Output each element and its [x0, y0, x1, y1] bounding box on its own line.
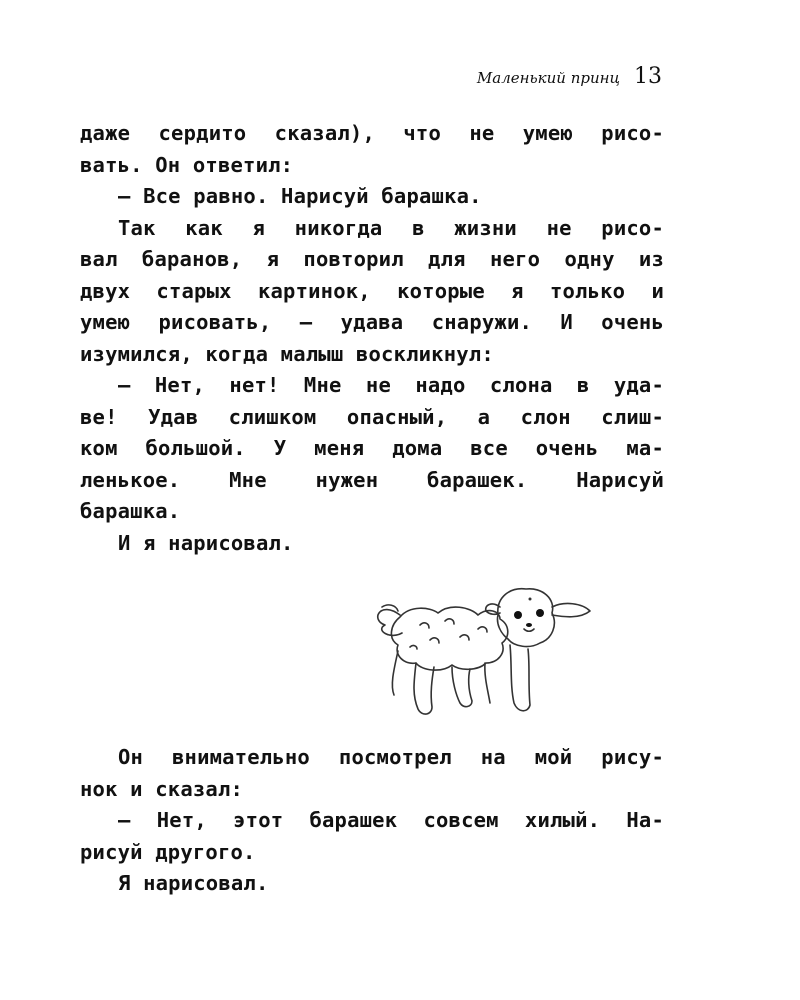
text-line: Так как я никогда в жизни не рисо-: [118, 215, 664, 240]
text-line: умею рисовать, — удава снаружи. И очень: [80, 310, 664, 334]
text-line: ленькое. Мне нужен барашек. Нарисуй: [80, 467, 664, 492]
text-line: ве! Удав слишком опасный, а слон слиш-: [80, 404, 664, 429]
text-line: даже сердито сказал), что не умею рисо-: [80, 121, 664, 145]
text-line: вал баранов, я повторил для него одну из: [80, 247, 664, 271]
page-number: 13: [634, 64, 662, 89]
text-line: Он внимательно посмотрел на мой рису-: [118, 745, 664, 769]
text-line: — Нет, нет! Мне не надо слона в уда-: [118, 373, 664, 397]
running-title: Маленький принц: [476, 69, 620, 87]
text-line: нок и сказал:: [80, 776, 244, 801]
text-block-top: [80, 118, 664, 559]
text-line: изумился, когда малыш воскликнул:: [80, 341, 494, 366]
text-line: двух старых картинок, которые я только и: [80, 278, 664, 303]
text-line: вать. Он ответил:: [80, 152, 294, 177]
text-line: — Нет, этот барашек совсем хилый. На-: [118, 808, 664, 832]
text-line: барашка.: [80, 499, 181, 523]
running-head: [477, 64, 662, 89]
text-line: рисуй другого.: [80, 839, 256, 864]
text-block-bottom: [80, 742, 664, 900]
lamb-drawing-icon: [360, 585, 670, 735]
text-line: И я нарисовал.: [118, 530, 294, 555]
text-line: ком большой. У меня дома все очень ма-: [80, 436, 664, 460]
text-line: Я нарисовал.: [118, 871, 269, 895]
text-line: — Все равно. Нарисуй барашка.: [118, 184, 482, 208]
